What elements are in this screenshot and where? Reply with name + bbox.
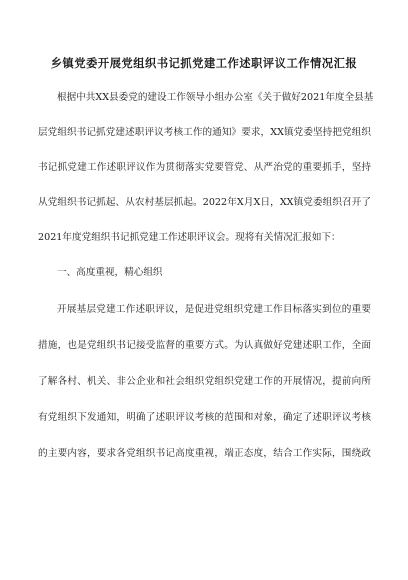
text-line: 根据中共XX县委党的建设工作领导小组办公室《关于做好2021年度全县基 xyxy=(57,92,374,103)
text-line: 了解各村、机关、非公企业和社会组织党组织党建工作的开展情况，提前向所 xyxy=(38,376,371,387)
text-line: 层党组织书记抓党建述职评议考核工作的通知》要求，XX镇党委坚持把党组织 xyxy=(38,127,371,138)
text-line: 措施，也是党组织书记接受监督的重要方式。为认真做好党建述职工作，全面 xyxy=(38,340,371,351)
heading-text: 一、高度重视，精心组织 xyxy=(57,267,163,278)
text-line: 书记抓党建工作述职评议作为贯彻落实党要管党、从严治党的重要抓手，坚持 xyxy=(38,162,371,173)
text-line: 开展基层党建工作述职评议，是促进党组织党建工作目标落实到位的重要 xyxy=(57,304,371,315)
text-line: 的主要内容，要求各党组织书记高度重视，端正态度，结合工作实际，围绕政 xyxy=(38,448,371,459)
text-line: 从党组织书记抓起、从农村基层抓起。2022年X月X日，XX镇党委组织召开了 xyxy=(38,197,371,208)
text-line: 有党组织下发通知，明确了述职评议考核的范围和对象，确定了述职评议考核 xyxy=(38,412,371,423)
text-line: 2021年度党组织书记抓党建工作述职评议会。现将有关情况汇报如下： xyxy=(38,232,341,243)
document-title: 乡镇党委开展党组织书记抓党建工作述职评议工作情况汇报 xyxy=(50,57,358,70)
